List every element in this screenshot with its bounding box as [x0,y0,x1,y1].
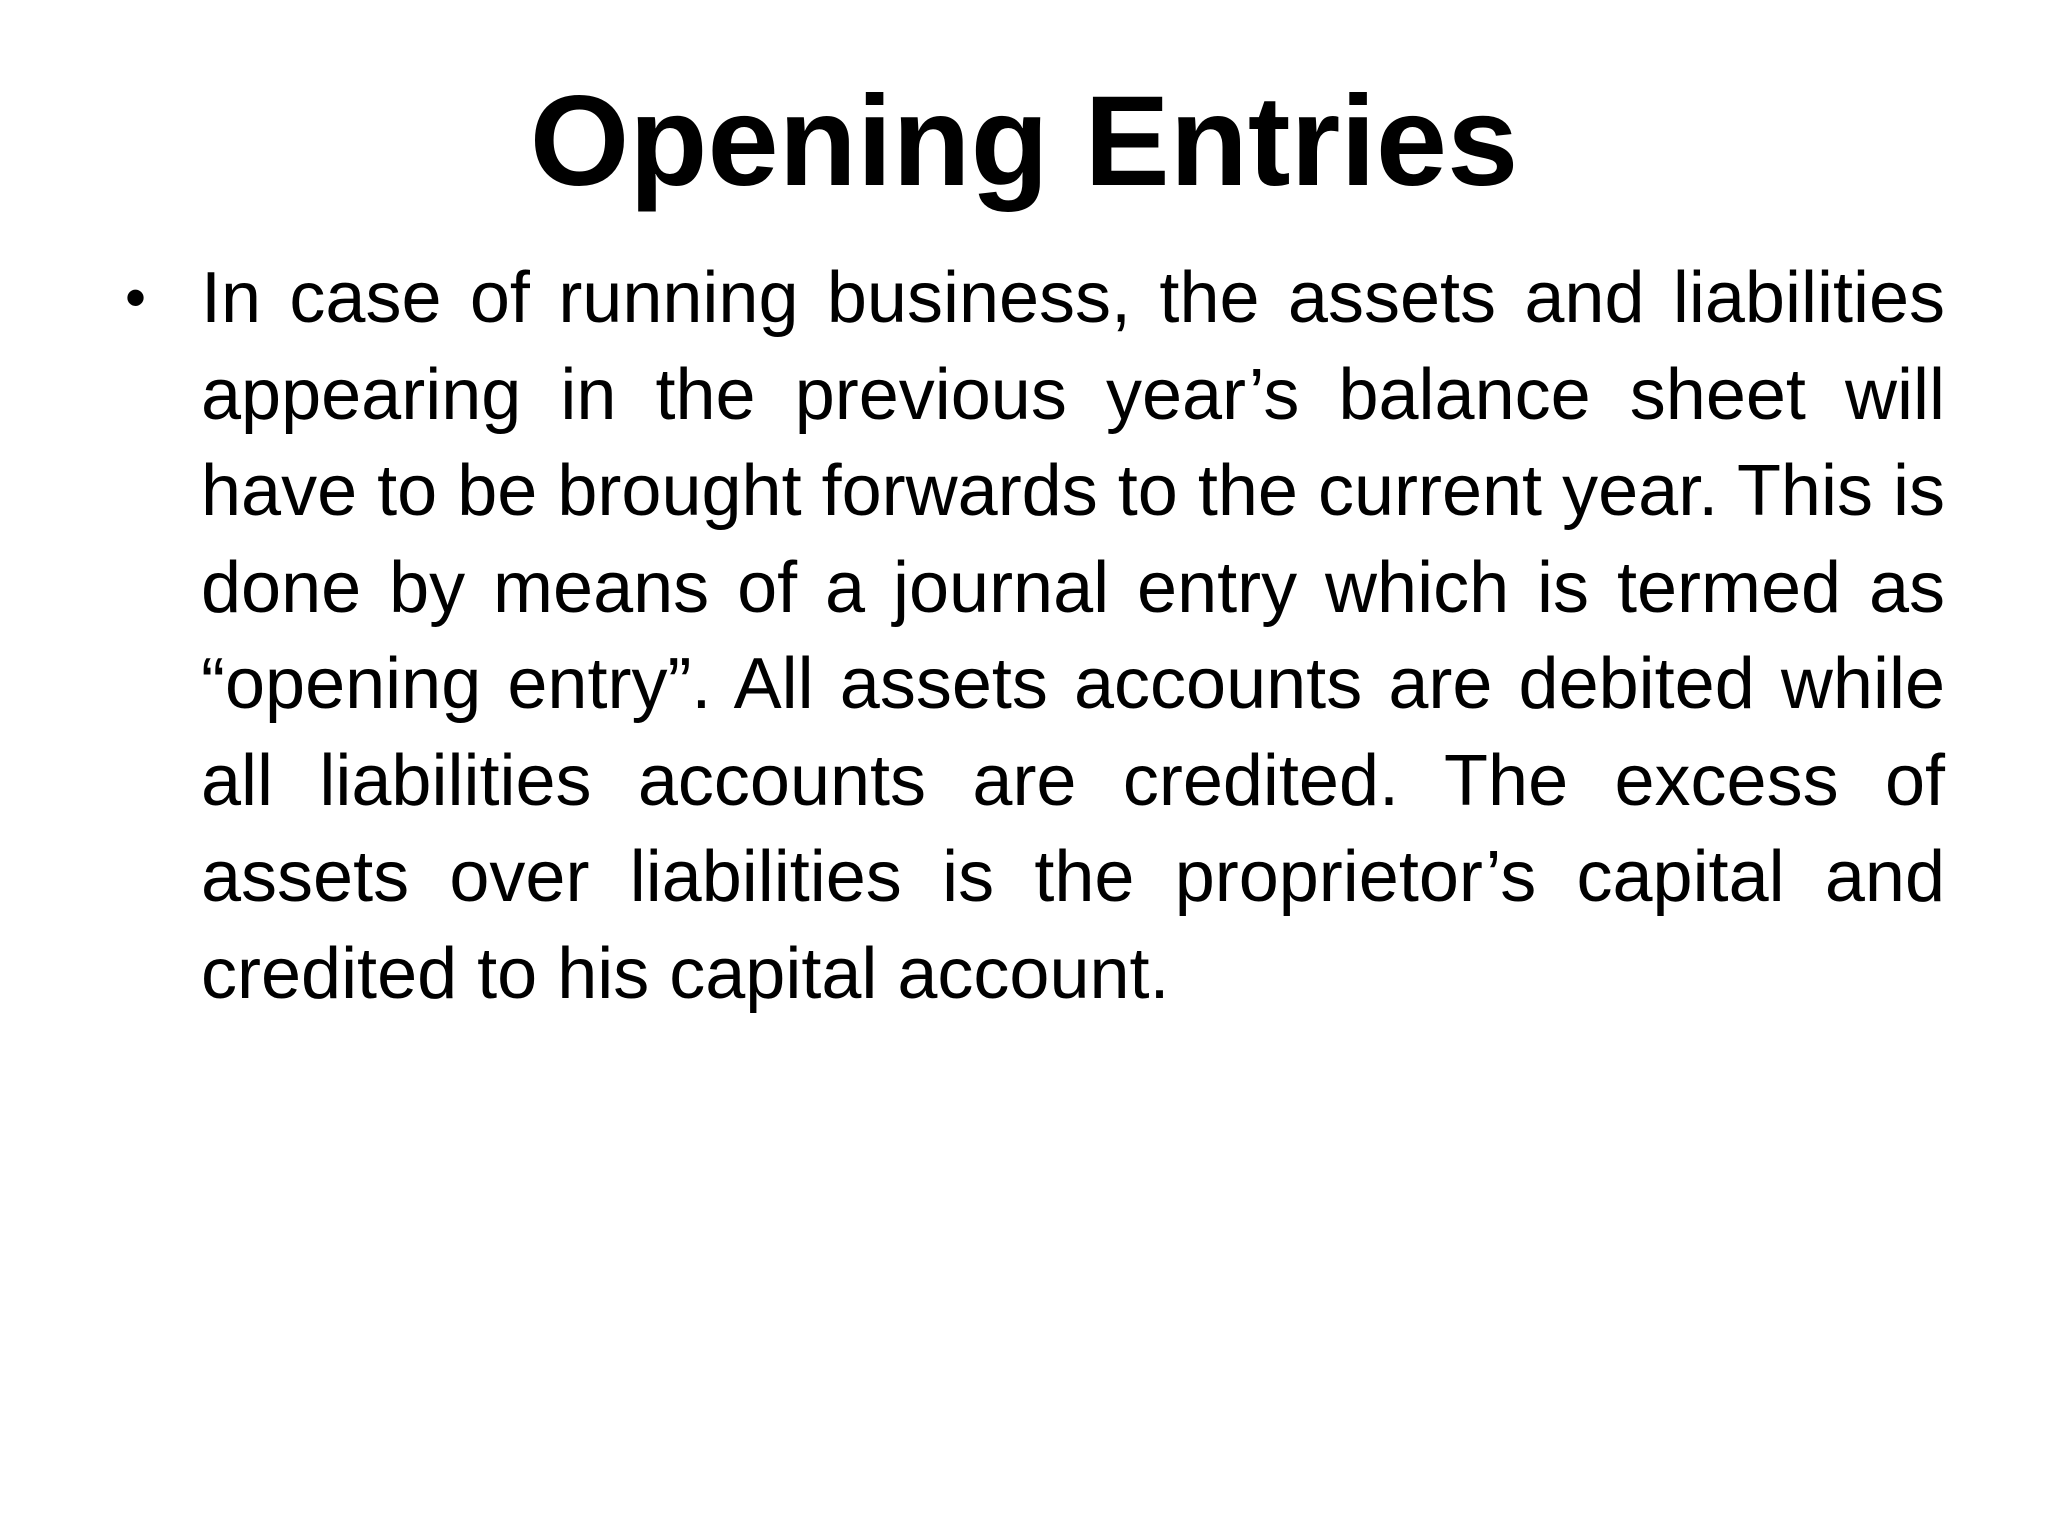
bullet-text: In case of running business, the assets and liabilities appearing in the previous year’s balance sheet will have to be brought forwards to the current year. This is done by means of a journal entry which is termed as “opening entry”. All assets accounts are debited while all liabilities accounts are credited. The excess of assets over liabilities is the proprietor’s capital and credited to his capital account. [201,258,1945,1014]
bullet-list [125,250,1945,1022]
bullet-item [125,250,1945,1022]
bullet-marker: • [125,264,147,331]
slide-title: Opening Entries [529,70,1519,213]
